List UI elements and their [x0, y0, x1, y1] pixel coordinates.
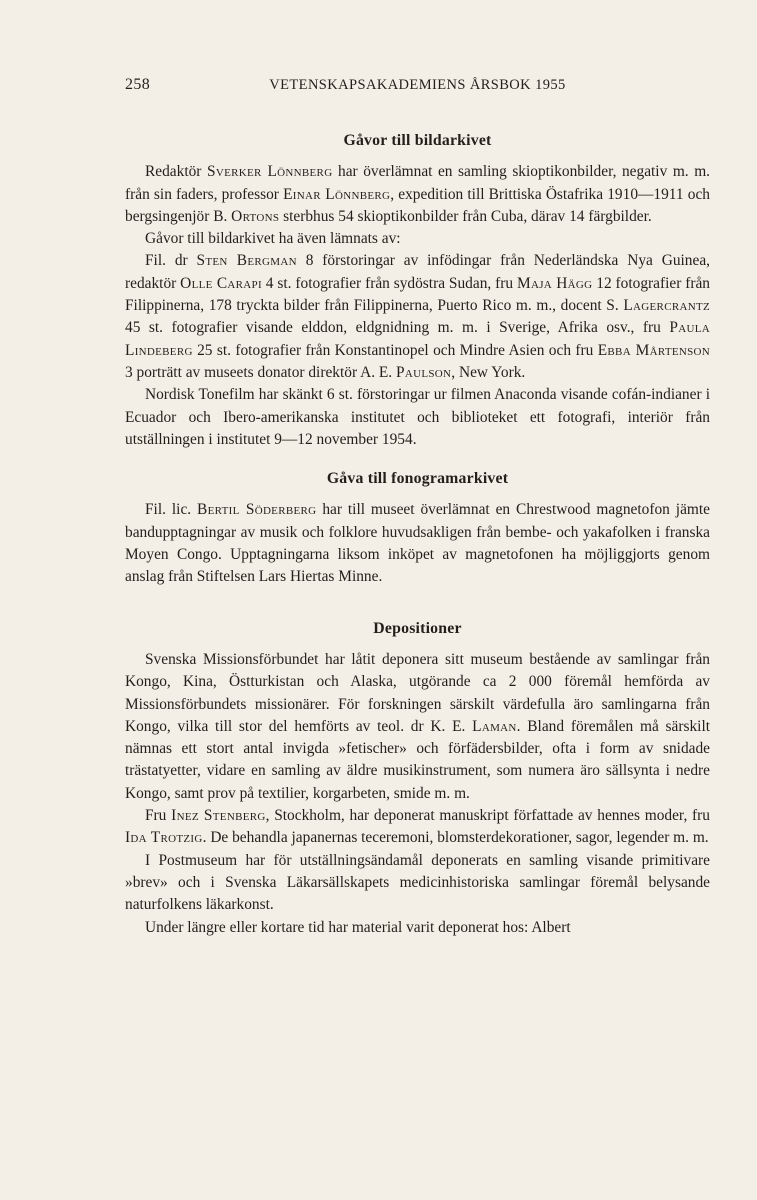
text-run: . Bland föremålen må särskilt nämnas ett stort antal invigda »fetischer» och förfädersbilder, ofta i form av snidade trästatyetter, vidare en samling av äldre musikinstrument, som numera äro sällsynta i nedre Kongo, samt prov på textilier, korgarbeten, smide m. m. [125, 717, 710, 802]
person-name: Maja Hägg [516, 274, 593, 292]
text-run: har överlämnat en samling skioptikonbilder, negativ m. m. från sin faders, professor [125, 163, 711, 203]
running-title: VETENSKAPSAKADEMIENS ÅRSBOK 1955 [269, 77, 566, 93]
person-name: Paula Lindeberg [125, 319, 710, 359]
text-run: , expedition till Brittiska Östafrika 1910—1911 och bergsingenjör B. [125, 185, 710, 225]
text-run: Gåvor till bildarkivet ha även lämnats av: [145, 230, 401, 248]
section-heading: Depositioner [373, 619, 462, 637]
paragraph [125, 917, 710, 939]
paragraph [125, 161, 710, 228]
text-run: 3 porträtt av museets donator direktör A. E. [125, 363, 396, 381]
text-run: , Stockholm, har deponerat manuskript författade av hennes moder, fru [265, 807, 710, 825]
paragraph [125, 499, 710, 588]
person-name: Laman [472, 717, 517, 735]
person-name: Ebba Mårtenson [597, 341, 711, 359]
person-name: Paulson [395, 363, 452, 381]
text-run: , New York. [451, 363, 526, 381]
section-gifts-image-archive [125, 130, 710, 451]
text-run: I Postmuseum har för utställningsändamål deponerats en samling visande primitivare »brev» och i Svenska Läkarsällskapets medicinhistoriska samlingar föremål belysande naturfolkens läkarkonst. [125, 851, 710, 914]
section-heading: Gåva till fonogramarkivet [326, 470, 509, 488]
paragraph [125, 228, 710, 250]
person-name: Sverker Lönnberg [206, 163, 333, 181]
person-name: Ortons [231, 207, 280, 225]
text-run: 25 st. fotografier från Konstantinopel och Mindre Asien och fru [192, 341, 598, 359]
text-run: 12 fotografier från Filippinerna, 178 tryckta bilder från Filippinerna, Puerto Rico m. m., docent S. [125, 274, 710, 315]
person-name: Bertil Söderberg [197, 501, 317, 519]
text-run: 4 st. fotografier från sydöstra Sudan, fru [261, 274, 517, 292]
text-run: Redaktör [145, 163, 207, 181]
text-run: . De behandla japanernas teceremoni, blomsterdekorationer, sagor, legender m. m. [202, 829, 709, 847]
person-name: Einar Lönnberg [283, 185, 391, 203]
text-run: Fil. lic. [145, 501, 198, 519]
paragraph [125, 649, 710, 805]
section-gift-phonogram-archive [125, 468, 710, 588]
paragraph [125, 850, 710, 917]
paragraph [125, 384, 710, 451]
text-run: 8 förstoringar av infödingar från Nederländska Nya Guinea, redaktör [125, 252, 710, 292]
page-body [125, 130, 710, 939]
person-name: Inez Stenberg [171, 807, 266, 825]
person-name: Olle Carapi [180, 274, 262, 292]
text-run: har till museet överlämnat en Chrestwood magnetofon jämte bandupptagningar av musik och folklore huvudsakligen från bembe- och yakafolken i franska Moyen Congo. Upptagningarna liksom inköpet av magnetofonen ha möjliggjorts genom anslag från Stiftelsen Lars Hiertas Minne. [125, 501, 710, 586]
text-run: sterbhus 54 skioptikonbilder från Cuba, därav 14 färgbilder. [279, 207, 652, 225]
text-run: Under längre eller kortare tid har material varit deponerat hos: Albert [145, 918, 571, 936]
text-run: Fil. dr [145, 252, 197, 270]
paragraph [125, 805, 710, 850]
section-deposits [125, 618, 710, 939]
text-run: Svenska Missionsförbundet har låtit deponera sitt museum bestående av samlingar från Kongo, Kina, Östturkistan och Alaska, utgörande ca 2 000 föremål hemförda av Missionsförbundets missionärer. För forskningen särskilt värdefulla äro samlingarna från Kongo, vilka till stor del hemförts av teol. dr K. E. [125, 650, 710, 735]
text-run: Fru [145, 807, 172, 825]
section-heading: Gåvor till bildarkivet [343, 132, 492, 149]
text-run: Nordisk Tonefilm har skänkt 6 st. förstoringar ur filmen Anaconda visande cofán-indianer i Ecuador och Ibero-amerikanska institutet och biblioteket ett fotografi, interiör från utställningen i institutet 9—12 november 1954. [125, 386, 710, 448]
person-name: Lagercrantz [623, 297, 710, 315]
paragraph [125, 250, 710, 384]
page-number: 258 [125, 76, 151, 93]
person-name: Ida Trotzig [125, 829, 203, 847]
text-run: 45 st. fotografier visande elddon, eldgnidning m. m. i Sverige, Afrika osv., fru [125, 319, 670, 337]
person-name: Sten Bergman [196, 252, 297, 270]
